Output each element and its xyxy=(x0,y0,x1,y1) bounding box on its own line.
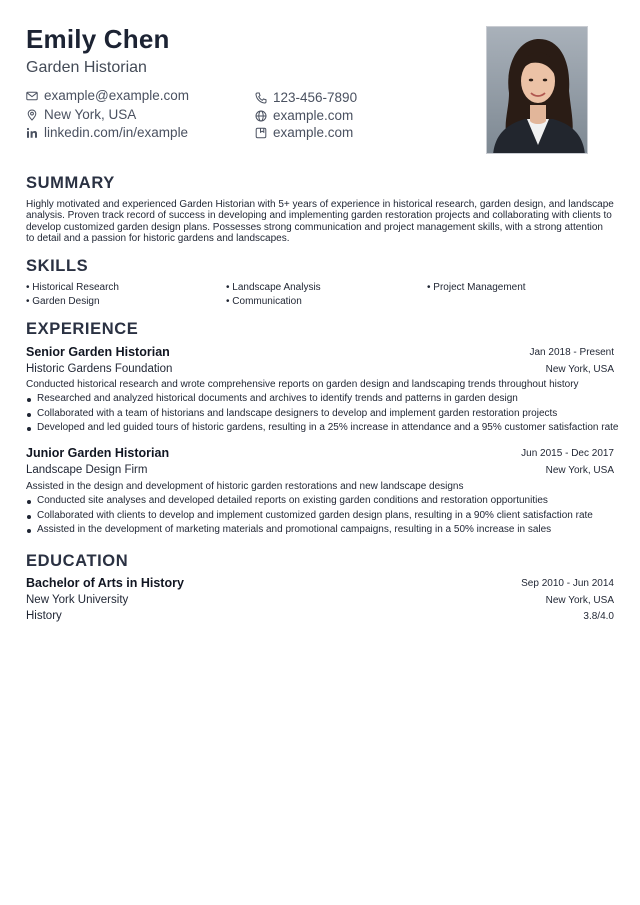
phone-icon xyxy=(255,92,267,104)
globe-icon xyxy=(255,110,267,122)
contact-portfolio-text: example.com xyxy=(273,125,354,140)
list-item: Collaborated with clients to develop and implement customized garden design plans, resulting in a 90% client satisfaction rate xyxy=(26,509,616,524)
job-title: Junior Garden Historian xyxy=(26,446,170,460)
skill-item: • Communication xyxy=(226,296,302,307)
candidate-title: Garden Historian xyxy=(26,59,147,76)
school-location: New York, USA xyxy=(545,595,614,606)
experience-heading: EXPERIENCE xyxy=(26,320,139,338)
mail-icon xyxy=(26,90,38,102)
skills-heading: SKILLS xyxy=(26,257,89,275)
education-heading: EDUCATION xyxy=(26,552,129,570)
contact-website-text: example.com xyxy=(273,108,354,123)
contact-website[interactable] xyxy=(255,108,353,123)
skill-item: • Historical Research xyxy=(26,282,119,293)
list-item: Assisted in the development of marketing materials and promotional campaigns, resulting in a 50% increase in sales xyxy=(26,523,616,538)
job-description: Assisted in the design and development of historic garden restorations and new landscape designs xyxy=(26,481,464,492)
contact-email[interactable] xyxy=(26,88,189,103)
field-of-study: History xyxy=(26,610,62,622)
degree: Bachelor of Arts in History xyxy=(26,576,184,590)
portfolio-icon xyxy=(255,127,267,139)
candidate-name: Emily Chen xyxy=(26,24,170,54)
profile-photo xyxy=(486,26,588,154)
skill-item: • Project Management xyxy=(427,282,526,293)
skill-item: • Garden Design xyxy=(26,296,100,307)
list-item: Conducted site analyses and developed detailed reports on existing garden conditions and restoration opportunities xyxy=(26,494,616,509)
list-item: Researched and analyzed historical documents and archives to identify trends and patterns in garden design xyxy=(26,392,616,407)
contact-email-text: example@example.com xyxy=(44,88,190,103)
gpa: 3.8/4.0 xyxy=(583,611,614,622)
school-name: New York University xyxy=(26,594,129,606)
contact-linkedin[interactable] xyxy=(26,125,188,140)
contact-phone[interactable] xyxy=(255,90,357,105)
job-description: Conducted historical research and wrote comprehensive reports on garden design and landscaping trends throughout history xyxy=(26,379,579,390)
job-company: Historic Gardens Foundation xyxy=(26,363,173,375)
job-location: New York, USA xyxy=(545,364,614,375)
summary-heading: SUMMARY xyxy=(26,174,115,192)
contact-location xyxy=(26,107,136,122)
list-item: Collaborated with a team of historians and landscape designers to develop and implement garden restoration projects xyxy=(26,407,616,422)
contact-location-text: New York, USA xyxy=(44,107,137,122)
linkedin-icon xyxy=(26,127,38,139)
list-item: Developed and led guided tours of historic gardens, resulting in a 25% increase in attendance and a 95% customer satisfaction rate xyxy=(26,421,616,436)
job-location: New York, USA xyxy=(545,465,614,476)
contact-linkedin-text: linkedin.com/in/example xyxy=(44,125,189,140)
job-bullets xyxy=(26,494,616,538)
job-bullets xyxy=(26,392,619,436)
location-icon xyxy=(26,109,38,121)
education-dates: Sep 2010 - Jun 2014 xyxy=(521,578,614,589)
skill-item: • Landscape Analysis xyxy=(226,282,321,293)
contact-portfolio[interactable] xyxy=(255,125,353,140)
job-company: Landscape Design Firm xyxy=(26,464,148,476)
job-title: Senior Garden Historian xyxy=(26,345,170,359)
contact-phone-text: 123-456-7890 xyxy=(273,90,358,105)
job-dates: Jan 2018 - Present xyxy=(529,347,614,358)
job-dates: Jun 2015 - Dec 2017 xyxy=(521,448,614,459)
summary-text: Highly motivated and experienced Garden Historian with 5+ years of experience in historical research, garden design, and landscape analysis. Proven track record of success in developing and implementing garden restoration projects and collaborating with clients to develop customized garden design plans. Possesses strong communication and project management skills, with a strong attention to detail and a passion for historic gardens and landscapes. xyxy=(26,199,614,245)
